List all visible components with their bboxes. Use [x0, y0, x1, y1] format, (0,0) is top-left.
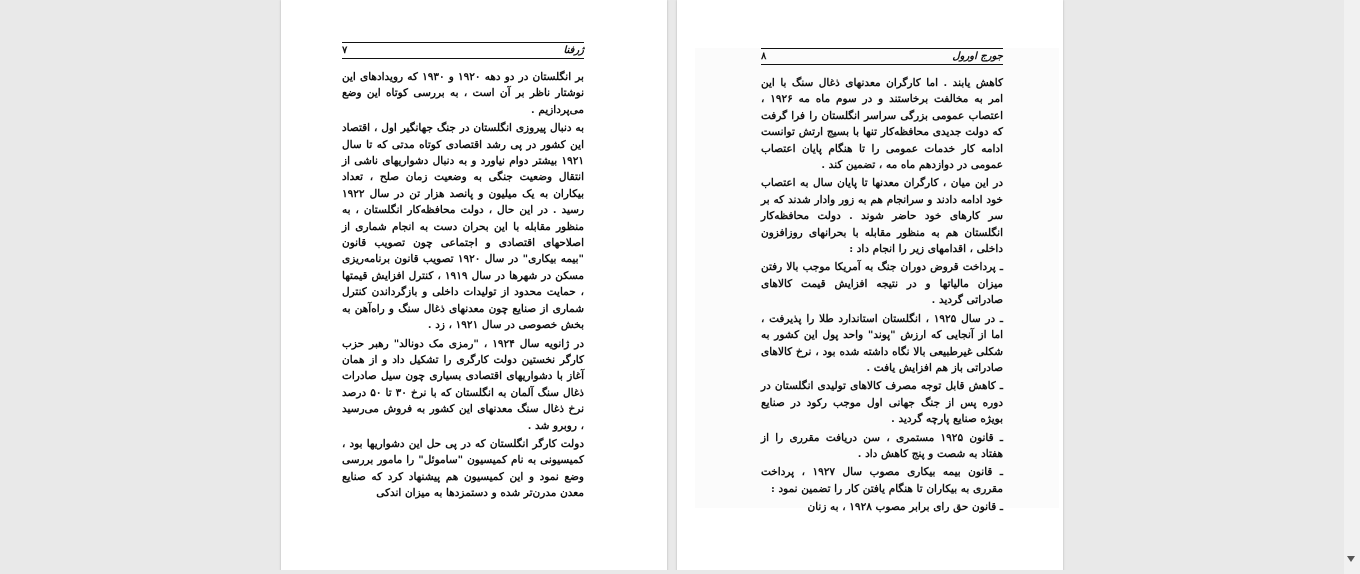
running-head-title: جورج اورول: [952, 51, 1003, 62]
paragraph: در ژانویه سال ۱۹۲۴ ، "رمزی مک دونالد" رهبر حزب کارگر نخستین دولت کارگری را تشکیل داد و از همان آغاز با دشواریهای اقتصادی بسیاری چون سیل صادرات ذغال سنگ آلمان به انگلستان که با نرخ ۳۰ تا ۵۰ درصد نرخ ذغال سنگ معدنهای این کشور به فروش می‌رسید ، روبرو شد .: [342, 337, 585, 432]
paragraph: کاهش یابند . اما کارگران معدنهای ذغال سنگ با این امر به مخالفت برخاستند و در سوم ماه مه ۱۹۲۶ ، اعتصاب عمومی بزرگی سراسر انگلستان را فرا گرفت که دولت جدیدی محافظه‌کار تنها با بسیج ارتش توانست ادامه کار خدمات عمومی را تا هنگام پایان اعتصاب عمومی در دوازدهم ماه مه ، تضمین کند .: [761, 77, 1003, 172]
page-number: ۸: [761, 51, 767, 62]
page-text-column: [761, 48, 1003, 518]
pdf-viewer[interactable]: [4, 0, 1340, 570]
paragraph: به دنبال پیروزی انگلستان در جنگ جهانگیر اول ، اقتصاد این کشور در پی رشد اقتصادی کوتاه مدتی که تا سال ۱۹۲۱ بیشتر دوام نیاورد و به دنبال دشواریهای ناشی از انتقال وضعیت جنگی به وضعیت زمان صلح ، تعداد بیکاران به یک میلیون و پانصد هزار تن در سال ۱۹۲۲ رسید . در این حال ، دولت محافظه‌کار انگلستان ، به منظور مقابله با این بحران دست به انجام شماری از اصلاحهای اقتصادی و اجتماعی چون تصویب قانون "بیمه بیکاری" در سال ۱۹۲۰ تصویب قانون برنامه‌ریزی مسکن در شهرها در سال ۱۹۱۹ ، کنترل افزایش قیمتها ، حمایت محدود از تولیدات داخلی و بازگرداندن کنترل شماری از صنایع چون معدنهای ذغال سنگ و راه‌آهن به بخش خصوصی در سال ۱۹۲۱ ، زد .: [342, 122, 584, 332]
document-page-8: [677, 0, 1063, 570]
running-head-title: ژرفنا: [563, 45, 584, 56]
vertical-scrollbar[interactable]: [1344, 0, 1360, 574]
page-text-column: [342, 42, 584, 504]
paragraph: ـ کاهش قابل توجه مصرف کالاهای تولیدی انگلستان در دوره پس از جنگ جهانی اول موجب رکود در صنایع بویژه صنایع پارچه گردید .: [761, 380, 1003, 426]
paragraph: بر انگلستان در دو دهه ۱۹۲۰ و ۱۹۳۰ که رویدادهای این نوشتار ناظر بر آن است ، به بررسی کوتاه این وضع می‌پردازیم .: [342, 71, 584, 116]
page-number: ۷: [342, 45, 348, 56]
scroll-down-arrow-icon[interactable]: [1347, 556, 1355, 562]
paragraph: ـ قانون حق رای برابر مصوب ۱۹۲۸ ، به زنان: [807, 501, 1003, 514]
paragraph: دولت کارگر انگلستان که در پی حل این دشواریها بود ، کمیسیونی به نام کمیسیون "ساموئل" را مامور بررسی وضع نمود و این کمیسیون هم پیشنهاد کرد که صنایع معدن مدرن‌تر شده و دستمزدها به میزان اندکی: [342, 437, 584, 500]
document-page-7: [281, 0, 667, 570]
running-head: [342, 43, 584, 59]
paragraph: ـ قانون بیمه بیکاری مصوب سال ۱۹۲۷ ، پرداخت مقرری به بیکاران تا هنگام یافتن کار را تضمین نمود :: [761, 466, 1003, 495]
running-head: [761, 49, 1003, 65]
paragraph: ـ پرداخت قروض دوران جنگ به آمریکا موجب بالا رفتن میزان مالیاتها و در نتیجه افزایش قیمت کالاهای صادراتی گردید .: [761, 261, 1003, 307]
paragraph: ـ قانون ۱۹۲۵ مستمری ، سن دریافت مقرری را از هفتاد به شصت و پنج کاهش داد .: [761, 431, 1003, 460]
paragraph: ـ در سال ۱۹۲۵ ، انگلستان استاندارد طلا را پذیرفت ، اما از آنجایی که ارزش "پوند" واحد پول این کشور به شکلی غیرطبیعی بالا نگاه داشته شده بود ، نرخ کالاهای صادراتی باز هم افزایش یافت .: [761, 312, 1003, 374]
paragraph: در این میان ، کارگران معدنها تا پایان سال به اعتصاب خود ادامه دادند و سرانجام هم به زور وادار شدند که بر سر کارهای خود حاضر شوند . دولت محافظه‌کار انگلستان هم به منظور مقابله با بحرانهای روزافزون داخلی ، اقدامهای زیر را انجام داد :: [761, 177, 1003, 256]
